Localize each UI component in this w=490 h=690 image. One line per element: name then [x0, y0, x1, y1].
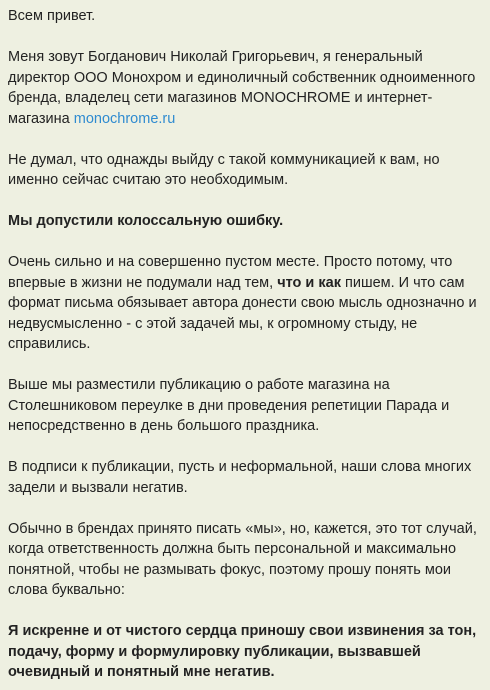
paragraph-4 — [8, 211, 482, 232]
paragraph-6: Выше мы разместили публикацию о работе магазина на Столешниковом переулке в дни проведения репетиции Парада и непосредственно в день большого праздника. — [8, 377, 450, 434]
website-link[interactable]: monochrome.ru — [73, 110, 176, 127]
paragraph-7: В подписи к публикации, пусть и неформальной, наши слова многих задели и вызвали негатив. — [8, 459, 472, 496]
greeting-paragraph: Всем привет. — [8, 8, 96, 24]
intro-paragraph — [8, 47, 482, 129]
paragraph-4-bold: Мы допустили колоссальную ошибку. — [8, 213, 284, 229]
paragraph-5-start: Очень сильно и на совершенно пустом месте. Просто потому, что впервые в жизни не подумали над тем, — [8, 254, 453, 291]
paragraph-5-end: пишем. И что сам формат письма обязывает автора донести свою мысль однозначно и недвусмысленно - с этой задачей мы, к огромному стыду, не справились. — [8, 274, 477, 352]
intro-text: Меня зовут Богданович Николай Григорьевич, я генеральный директор ООО Монохром и единоличный собственник одноименного бренда, владелец сети магазинов MONOCHROME и интернет-магазина — [8, 49, 476, 127]
paragraph-9 — [8, 621, 482, 683]
paragraph-8: Обычно в брендах принято писать «мы», но, кажется, это тот случай, когда ответственность должна быть персональной и максимально понятной, чтобы не размывать фокус, поэтому прошу понять мои слова буквально: — [8, 520, 477, 598]
paragraph-9-bold: Я искренне и от чистого сердца приношу свои извинения за тон, подачу, форму и формулировку публикации, вызвавшей очевидный и понятный мне негатив. — [8, 623, 477, 680]
paragraph-3: Не думал, что однажды выйду с такой коммуникацией к вам, но именно сейчас считаю это необходимым. — [8, 151, 440, 188]
paragraph-5-bold: что и как — [277, 274, 341, 291]
paragraph-5 — [8, 252, 482, 355]
